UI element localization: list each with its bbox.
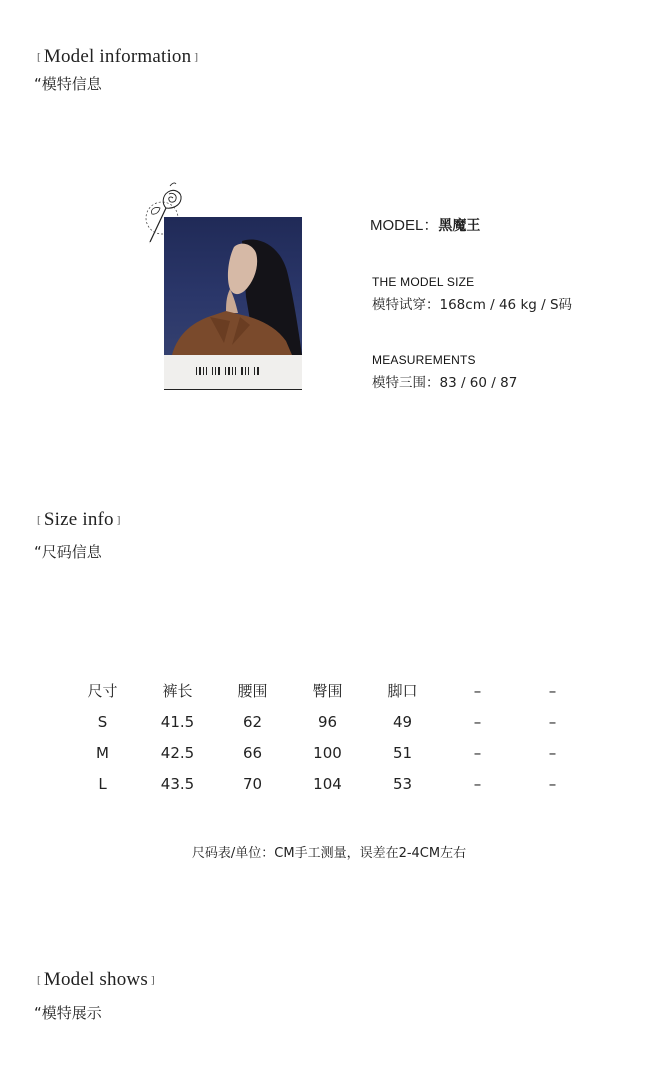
model-info-title-text: Model information <box>43 46 192 67</box>
model-shows-subtitle: “模特展示 <box>34 1004 102 1022</box>
header-cell: 臀围 <box>312 682 343 700</box>
table-cell: – <box>473 774 482 793</box>
table-cell: 49 <box>392 712 413 731</box>
table-cell: – <box>548 774 557 793</box>
table-cell: – <box>548 743 557 762</box>
size-table <box>65 675 590 799</box>
table-cell: 104 <box>313 774 342 793</box>
table-row <box>65 768 590 799</box>
table-cell: 42.5 <box>160 743 195 762</box>
model-photo <box>164 217 302 355</box>
table-cell: 100 <box>313 743 342 762</box>
table-cell: 70 <box>242 774 263 793</box>
model-shows-title-text: Model shows <box>43 969 148 990</box>
table-row <box>65 737 590 768</box>
table-cell: – <box>473 743 482 762</box>
model-photo-card <box>164 217 302 390</box>
measurements-label: MEASUREMENTS <box>372 353 476 367</box>
model-name-value: 黑魔王 <box>438 218 481 234</box>
model-name <box>370 214 480 235</box>
size-info-subtitle: “尺码信息 <box>34 543 102 561</box>
header-cell: 裤长 <box>162 682 193 700</box>
model-name-label: MODEL： <box>370 217 439 234</box>
model-figure-icon <box>164 217 302 355</box>
size-table-header-row <box>65 675 590 706</box>
table-cell: 41.5 <box>160 712 195 731</box>
table-cell: 43.5 <box>160 774 195 793</box>
model-shows-title: [ Model shows ] <box>37 969 155 990</box>
size-note: 尺码表/单位：CM手工测量，误差在2-4CM左右 <box>191 846 467 861</box>
measurements-value: 模特三围：83 / 60 / 87 <box>372 375 518 391</box>
model-size-value: 模特试穿：168cm / 46 kg / S码 <box>372 297 573 313</box>
model-info-subtitle: “模特信息 <box>34 75 102 93</box>
table-cell: 96 <box>317 712 338 731</box>
header-cell: 尺寸 <box>87 682 118 700</box>
table-cell: M <box>96 743 109 762</box>
table-row <box>65 706 590 737</box>
size-info-title-text: Size info <box>43 509 114 530</box>
barcode-icon <box>196 367 266 375</box>
header-cell: – <box>548 681 557 700</box>
table-cell: – <box>473 712 482 731</box>
table-cell: S <box>97 712 108 731</box>
table-cell: 62 <box>242 712 263 731</box>
table-cell: 66 <box>242 743 263 762</box>
table-cell: – <box>548 712 557 731</box>
header-cell: 腰围 <box>237 682 268 700</box>
table-cell: 53 <box>392 774 413 793</box>
model-size-block <box>372 275 572 313</box>
model-info-title: [ Model information ] <box>37 46 199 67</box>
size-info-title: [ Size info ] <box>37 509 121 530</box>
model-size-label: THE MODEL SIZE <box>372 275 475 289</box>
header-cell: – <box>473 681 482 700</box>
table-cell: 51 <box>392 743 413 762</box>
header-cell: 脚口 <box>387 682 418 700</box>
measurements-block <box>372 353 517 391</box>
table-cell: L <box>98 774 107 793</box>
